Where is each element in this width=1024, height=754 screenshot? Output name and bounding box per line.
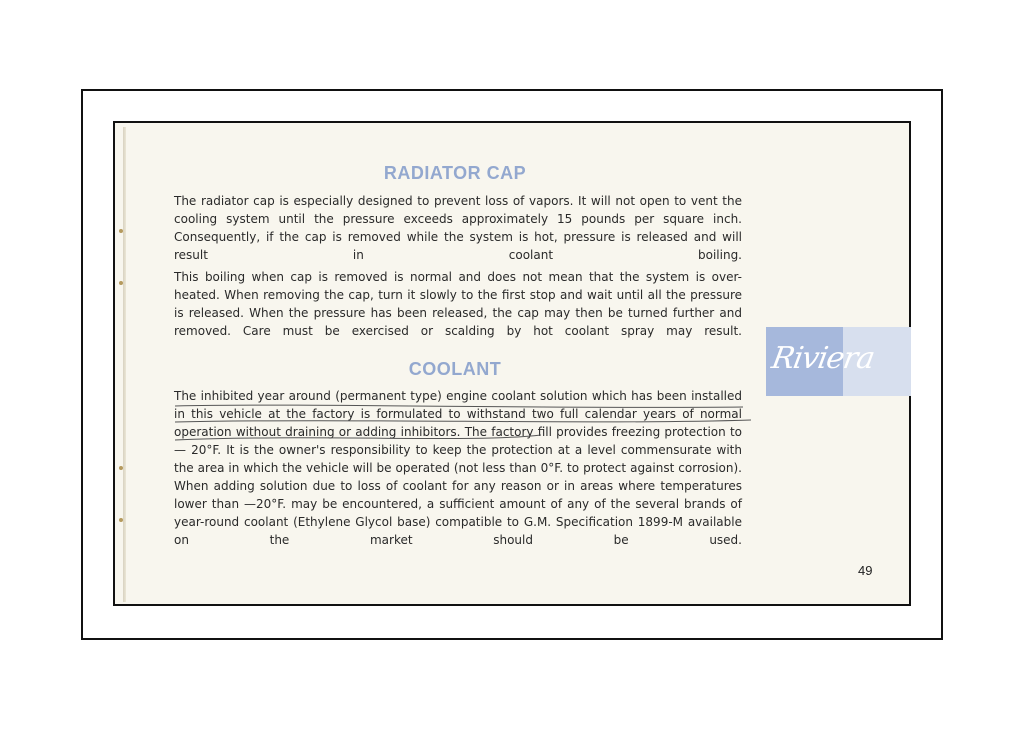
page-number: 49 [858, 563, 873, 578]
riviera-logo: Riviera [768, 341, 877, 376]
paragraph-text: This boiling when cap is removed is normal and does not mean that the system is over-heated. When removing the cap, turn it slowly to the first stop and wait until all the pressure is released. When the pressure has been released, the cap may then be turned further and removed. Care must be exercised or scalding by hot coolant spray may result. [174, 270, 742, 338]
heading-coolant: COOLANT [408, 359, 502, 379]
paragraph-text: The inhibited year around (permanent type) engine coolant solution which has been installed in this vehicle at the factory is formulated to withstand two full calendar years of normal operation without draining or adding inhibitors. The factory fill provides freezing protection to — 20°F. It is the owner's responsibility to keep the protection at a level commensurate with the area in which the vehicle will be operated (not less than 0°F. to protect against corrosion). When adding solution due to loss of coolant for any reason or in areas where temperatures lower than —20°F. may be encountered, a sufficient amount of any of the several brands of year-round coolant (Ethylene Glycol base) compatible to G.M. Specification 1899-M available on the market should be used. [174, 389, 742, 547]
riviera-tab [766, 327, 911, 396]
heading-radiator-cap: RADIATOR CAP [383, 163, 527, 183]
paragraph-text: The radiator cap is especially designed to prevent loss of vapors. It will not open to vent the cooling system until the pressure exceeds approximately 15 pounds per square inch. Consequently, if the cap is removed while the system is hot, pressure is released and will result in coolant boiling. [174, 194, 742, 262]
